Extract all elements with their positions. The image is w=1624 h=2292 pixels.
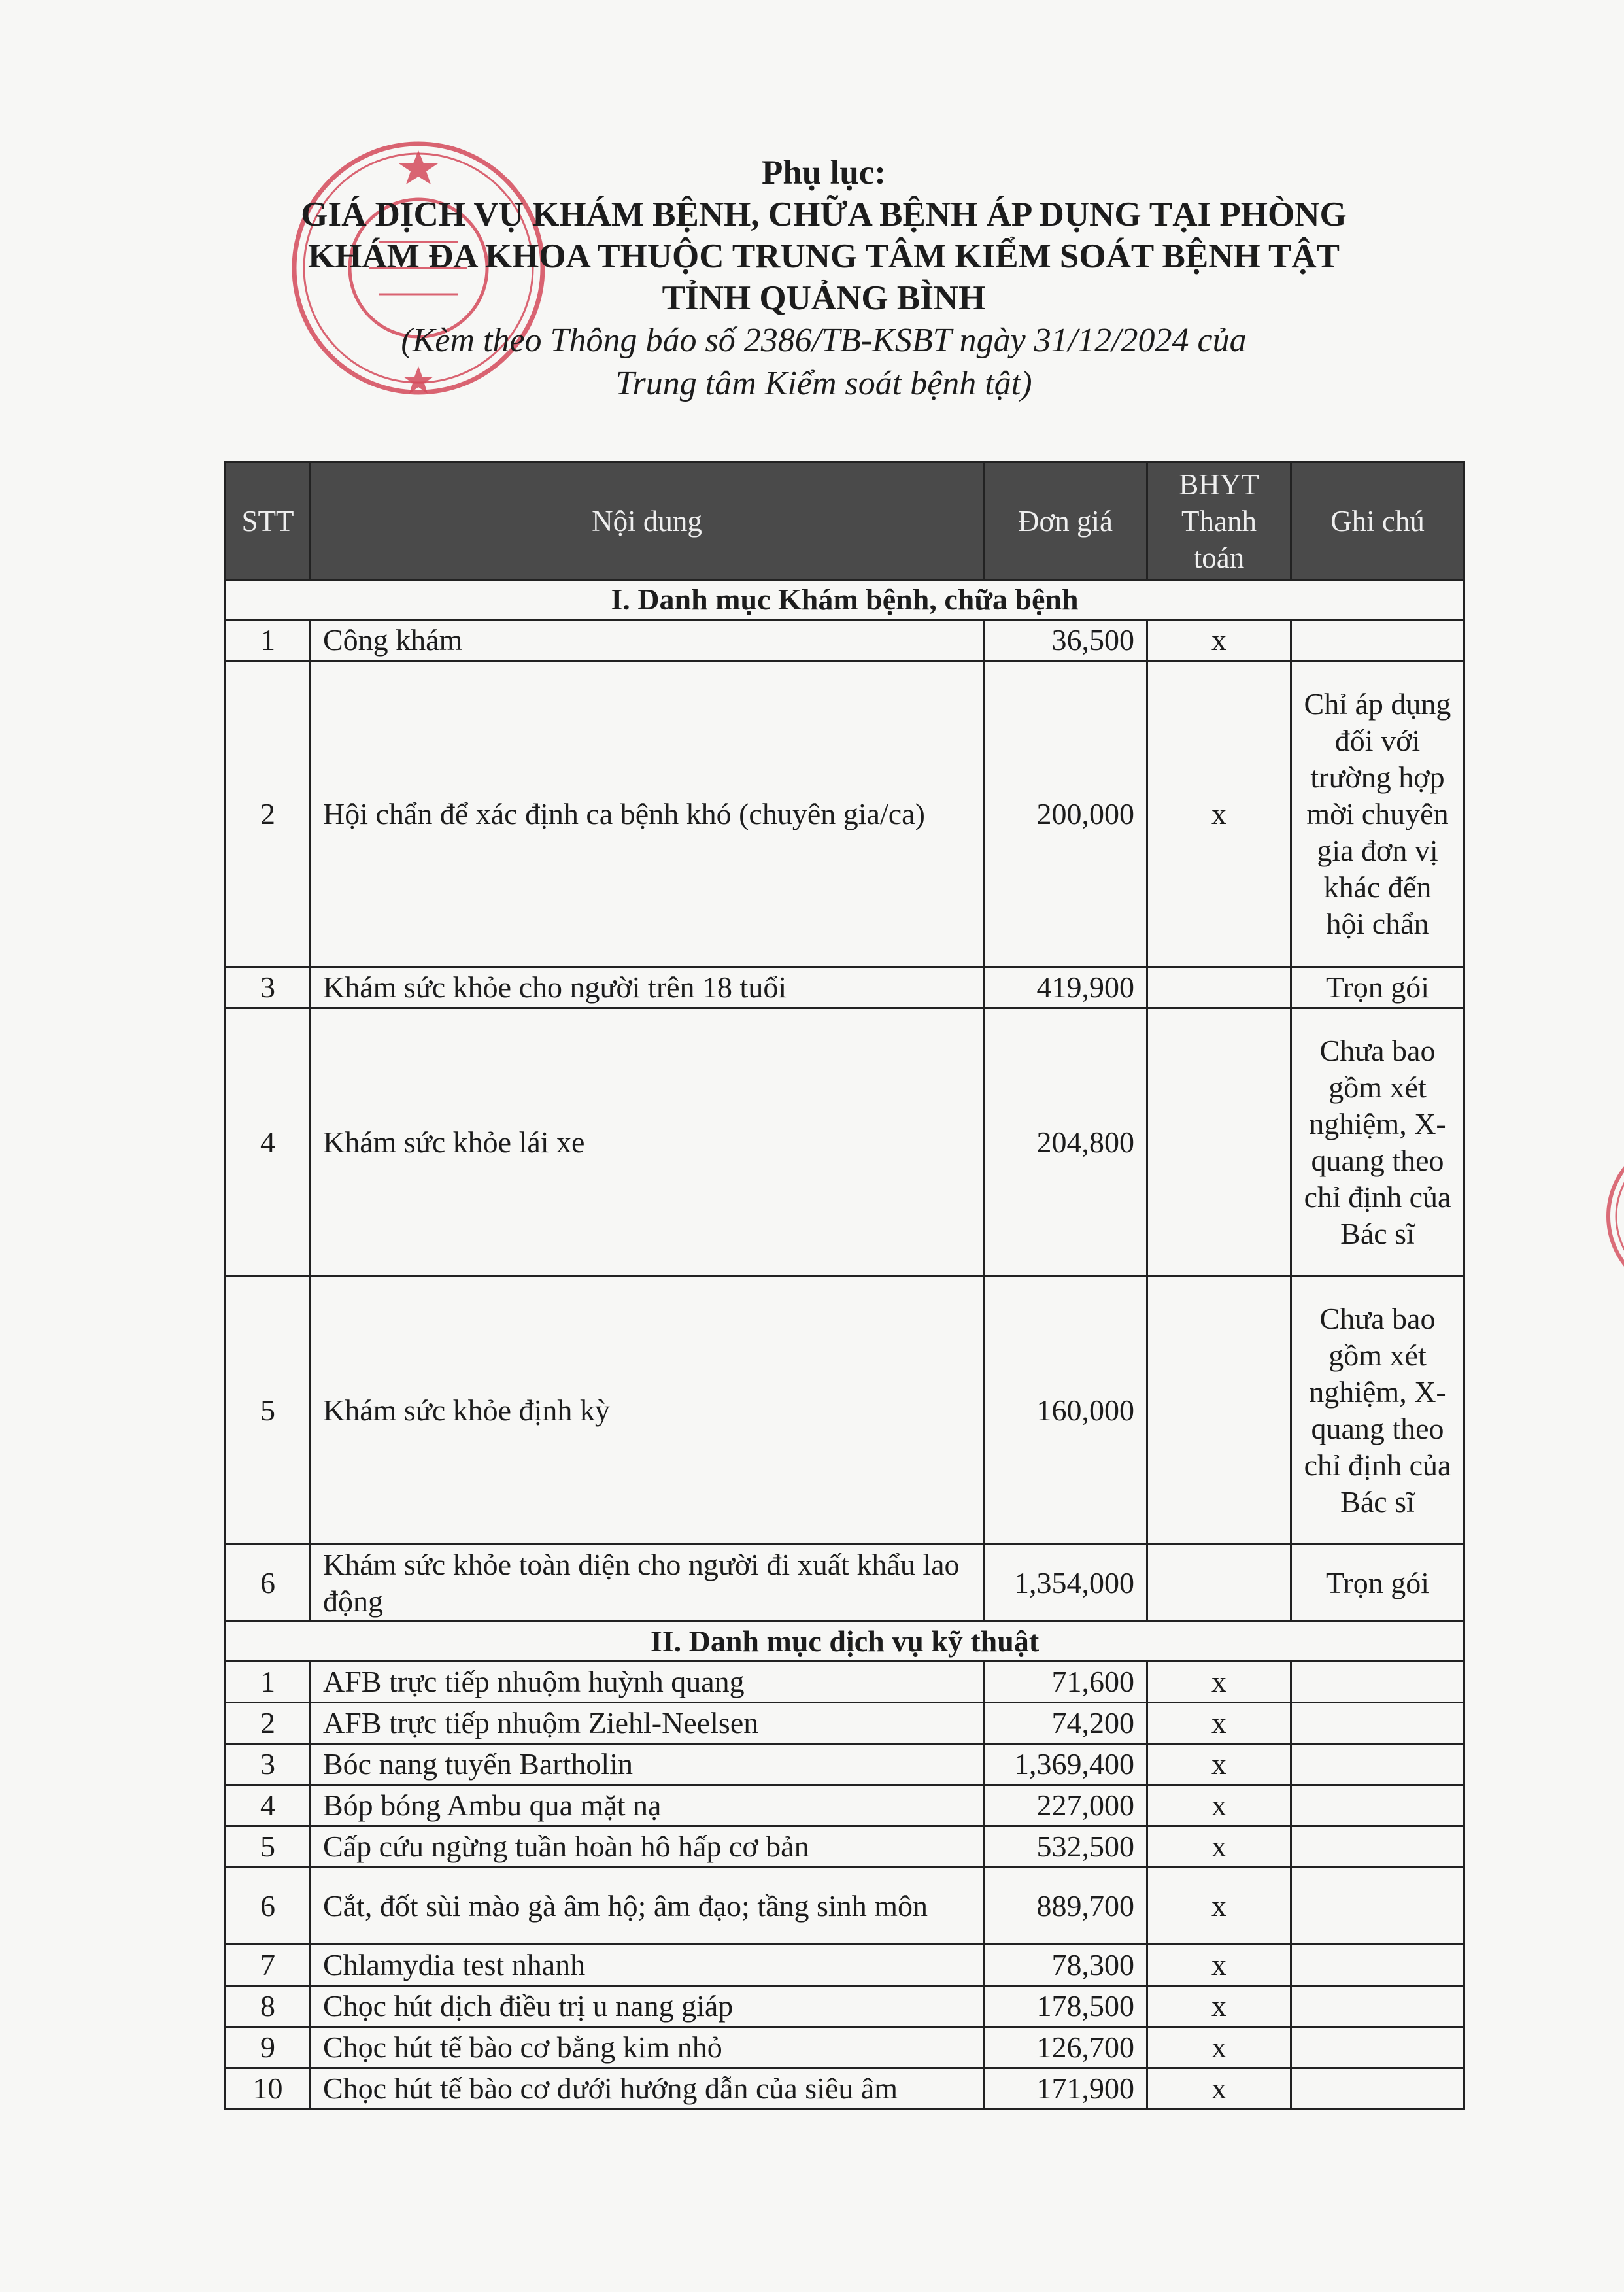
cell-content: Khám sức khỏe định kỳ (311, 1276, 984, 1545)
cell-stt: 2 (226, 661, 311, 967)
cell-price: 78,300 (984, 1945, 1147, 1986)
header-price: Đơn giá (984, 462, 1147, 580)
cell-content: AFB trực tiếp nhuộm huỳnh quang (311, 1662, 984, 1703)
cell-price: 419,900 (984, 967, 1147, 1008)
cell-content: Công khám (311, 620, 984, 661)
cell-bhyt (1147, 1276, 1291, 1545)
cell-note (1291, 1785, 1464, 1826)
section-row (226, 580, 1464, 620)
section-title: I. Danh mục Khám bệnh, chữa bệnh (226, 580, 1464, 620)
section-row (226, 1622, 1464, 1662)
cell-content: Cấp cứu ngừng tuần hoàn hô hấp cơ bản (311, 1826, 984, 1868)
cell-bhyt: x (1147, 1662, 1291, 1703)
table-row (226, 967, 1464, 1008)
cell-price: 171,900 (984, 2068, 1147, 2110)
cell-content: Bóp bóng Ambu qua mặt nạ (311, 1785, 984, 1826)
cell-bhyt: x (1147, 1703, 1291, 1744)
title-line-3: KHÁM ĐA KHOA THUỘC TRUNG TÂM KIỂM SOÁT BỆNH TẬT (308, 237, 1340, 275)
cell-content: Hội chẩn để xác định ca bệnh khó (chuyên gia/ca) (311, 661, 984, 967)
cell-stt: 10 (226, 2068, 311, 2110)
cell-stt: 5 (226, 1826, 311, 1868)
cell-content: Chlamydia test nhanh (311, 1945, 984, 1986)
cell-price: 178,500 (984, 1986, 1147, 2027)
cell-stt: 4 (226, 1785, 311, 1826)
cell-price: 71,600 (984, 1662, 1147, 1703)
table-row (226, 1826, 1464, 1868)
cell-stt: 4 (226, 1008, 311, 1276)
table-row (226, 1986, 1464, 2027)
cell-stt: 6 (226, 1868, 311, 1945)
cell-content: Chọc hút tế bào cơ bằng kim nhỏ (311, 2027, 984, 2068)
cell-price: 36,500 (984, 620, 1147, 661)
cell-note (1291, 2027, 1464, 2068)
table-row (226, 1868, 1464, 1945)
table-row (226, 661, 1464, 967)
cell-content: Khám sức khỏe toàn diện cho người đi xuất khẩu lao động (311, 1545, 984, 1622)
header-stt: STT (226, 462, 311, 580)
table-row (226, 1703, 1464, 1744)
subtitle-line-1: (Kèm theo Thông báo số 2386/TB-KSBT ngày 31/12/2024 của (401, 322, 1247, 359)
header-content: Nội dung (311, 462, 984, 580)
cell-note (1291, 1744, 1464, 1785)
cell-price: 532,500 (984, 1826, 1147, 1868)
cell-note (1291, 1868, 1464, 1945)
cell-stt: 7 (226, 1945, 311, 1986)
cell-content: Khám sức khỏe lái xe (311, 1008, 984, 1276)
title-line-1: Phụ lục: (762, 154, 886, 192)
cell-stt: 6 (226, 1545, 311, 1622)
cell-note (1291, 1826, 1464, 1868)
cell-note (1291, 620, 1464, 661)
cell-bhyt (1147, 967, 1291, 1008)
cell-note (1291, 1703, 1464, 1744)
table-row (226, 1662, 1464, 1703)
cell-bhyt: x (1147, 2027, 1291, 2068)
cell-price: 74,200 (984, 1703, 1147, 1744)
section-title: II. Danh mục dịch vụ kỹ thuật (226, 1622, 1464, 1662)
cell-content: Chọc hút dịch điều trị u nang giáp (311, 1986, 984, 2027)
cell-note: Chưa bao gồm xét nghiệm, X-quang theo chỉ định của Bác sĩ (1291, 1008, 1464, 1276)
subtitle-line-2: Trung tâm Kiểm soát bệnh tật) (615, 365, 1032, 402)
table-row (226, 1785, 1464, 1826)
cell-note: Chưa bao gồm xét nghiệm, X-quang theo chỉ định của Bác sĩ (1291, 1276, 1464, 1545)
cell-content: Bóc nang tuyến Bartholin (311, 1744, 984, 1785)
table-row (226, 1545, 1464, 1622)
cell-price: 126,700 (984, 2027, 1147, 2068)
table-row (226, 1744, 1464, 1785)
cell-stt: 3 (226, 1744, 311, 1785)
cell-bhyt: x (1147, 661, 1291, 967)
cell-price: 889,700 (984, 1868, 1147, 1945)
cell-note (1291, 1986, 1464, 2027)
partial-seal-icon (1595, 1131, 1624, 1301)
cell-content: Cắt, đốt sùi mào gà âm hộ; âm đạo; tầng sinh môn (311, 1868, 984, 1945)
table-row (226, 1945, 1464, 1986)
header-bhyt: BHYT Thanh toán (1147, 462, 1291, 580)
table-header-row (226, 462, 1464, 580)
document-heading (216, 152, 1432, 405)
cell-bhyt (1147, 1008, 1291, 1276)
cell-price: 1,354,000 (984, 1545, 1147, 1622)
table-row (226, 1008, 1464, 1276)
cell-content: Khám sức khỏe cho người trên 18 tuổi (311, 967, 984, 1008)
cell-note: Trọn gói (1291, 1545, 1464, 1622)
title-line-2: GIÁ DỊCH VỤ KHÁM BỆNH, CHỮA BỆNH ÁP DỤNG TẠI PHÒNG (301, 196, 1347, 233)
table-row (226, 2068, 1464, 2110)
cell-bhyt: x (1147, 1744, 1291, 1785)
cell-bhyt: x (1147, 2068, 1291, 2110)
cell-stt: 3 (226, 967, 311, 1008)
cell-bhyt (1147, 1545, 1291, 1622)
cell-note (1291, 2068, 1464, 2110)
cell-stt: 5 (226, 1276, 311, 1545)
cell-stt: 2 (226, 1703, 311, 1744)
cell-bhyt: x (1147, 1868, 1291, 1945)
cell-content: AFB trực tiếp nhuộm Ziehl-Neelsen (311, 1703, 984, 1744)
header-note: Ghi chú (1291, 462, 1464, 580)
table-row (226, 2027, 1464, 2068)
table-row (226, 1276, 1464, 1545)
cell-stt: 9 (226, 2027, 311, 2068)
cell-note: Trọn gói (1291, 967, 1464, 1008)
cell-note (1291, 1662, 1464, 1703)
price-table (224, 461, 1465, 2110)
cell-stt: 1 (226, 1662, 311, 1703)
cell-price: 200,000 (984, 661, 1147, 967)
cell-note: Chỉ áp dụng đối với trường hợp mời chuyên gia đơn vị khác đến hội chẩn (1291, 661, 1464, 967)
cell-bhyt: x (1147, 1785, 1291, 1826)
cell-content: Chọc hút tế bào cơ dưới hướng dẫn của siêu âm (311, 2068, 984, 2110)
cell-price: 227,000 (984, 1785, 1147, 1826)
table-row (226, 620, 1464, 661)
cell-bhyt: x (1147, 620, 1291, 661)
cell-price: 204,800 (984, 1008, 1147, 1276)
cell-stt: 1 (226, 620, 311, 661)
cell-bhyt: x (1147, 1986, 1291, 2027)
cell-price: 160,000 (984, 1276, 1147, 1545)
cell-stt: 8 (226, 1986, 311, 2027)
cell-bhyt: x (1147, 1945, 1291, 1986)
cell-price: 1,369,400 (984, 1744, 1147, 1785)
cell-note (1291, 1945, 1464, 1986)
title-line-4: TỈNH QUẢNG BÌNH (662, 279, 986, 317)
cell-bhyt: x (1147, 1826, 1291, 1868)
